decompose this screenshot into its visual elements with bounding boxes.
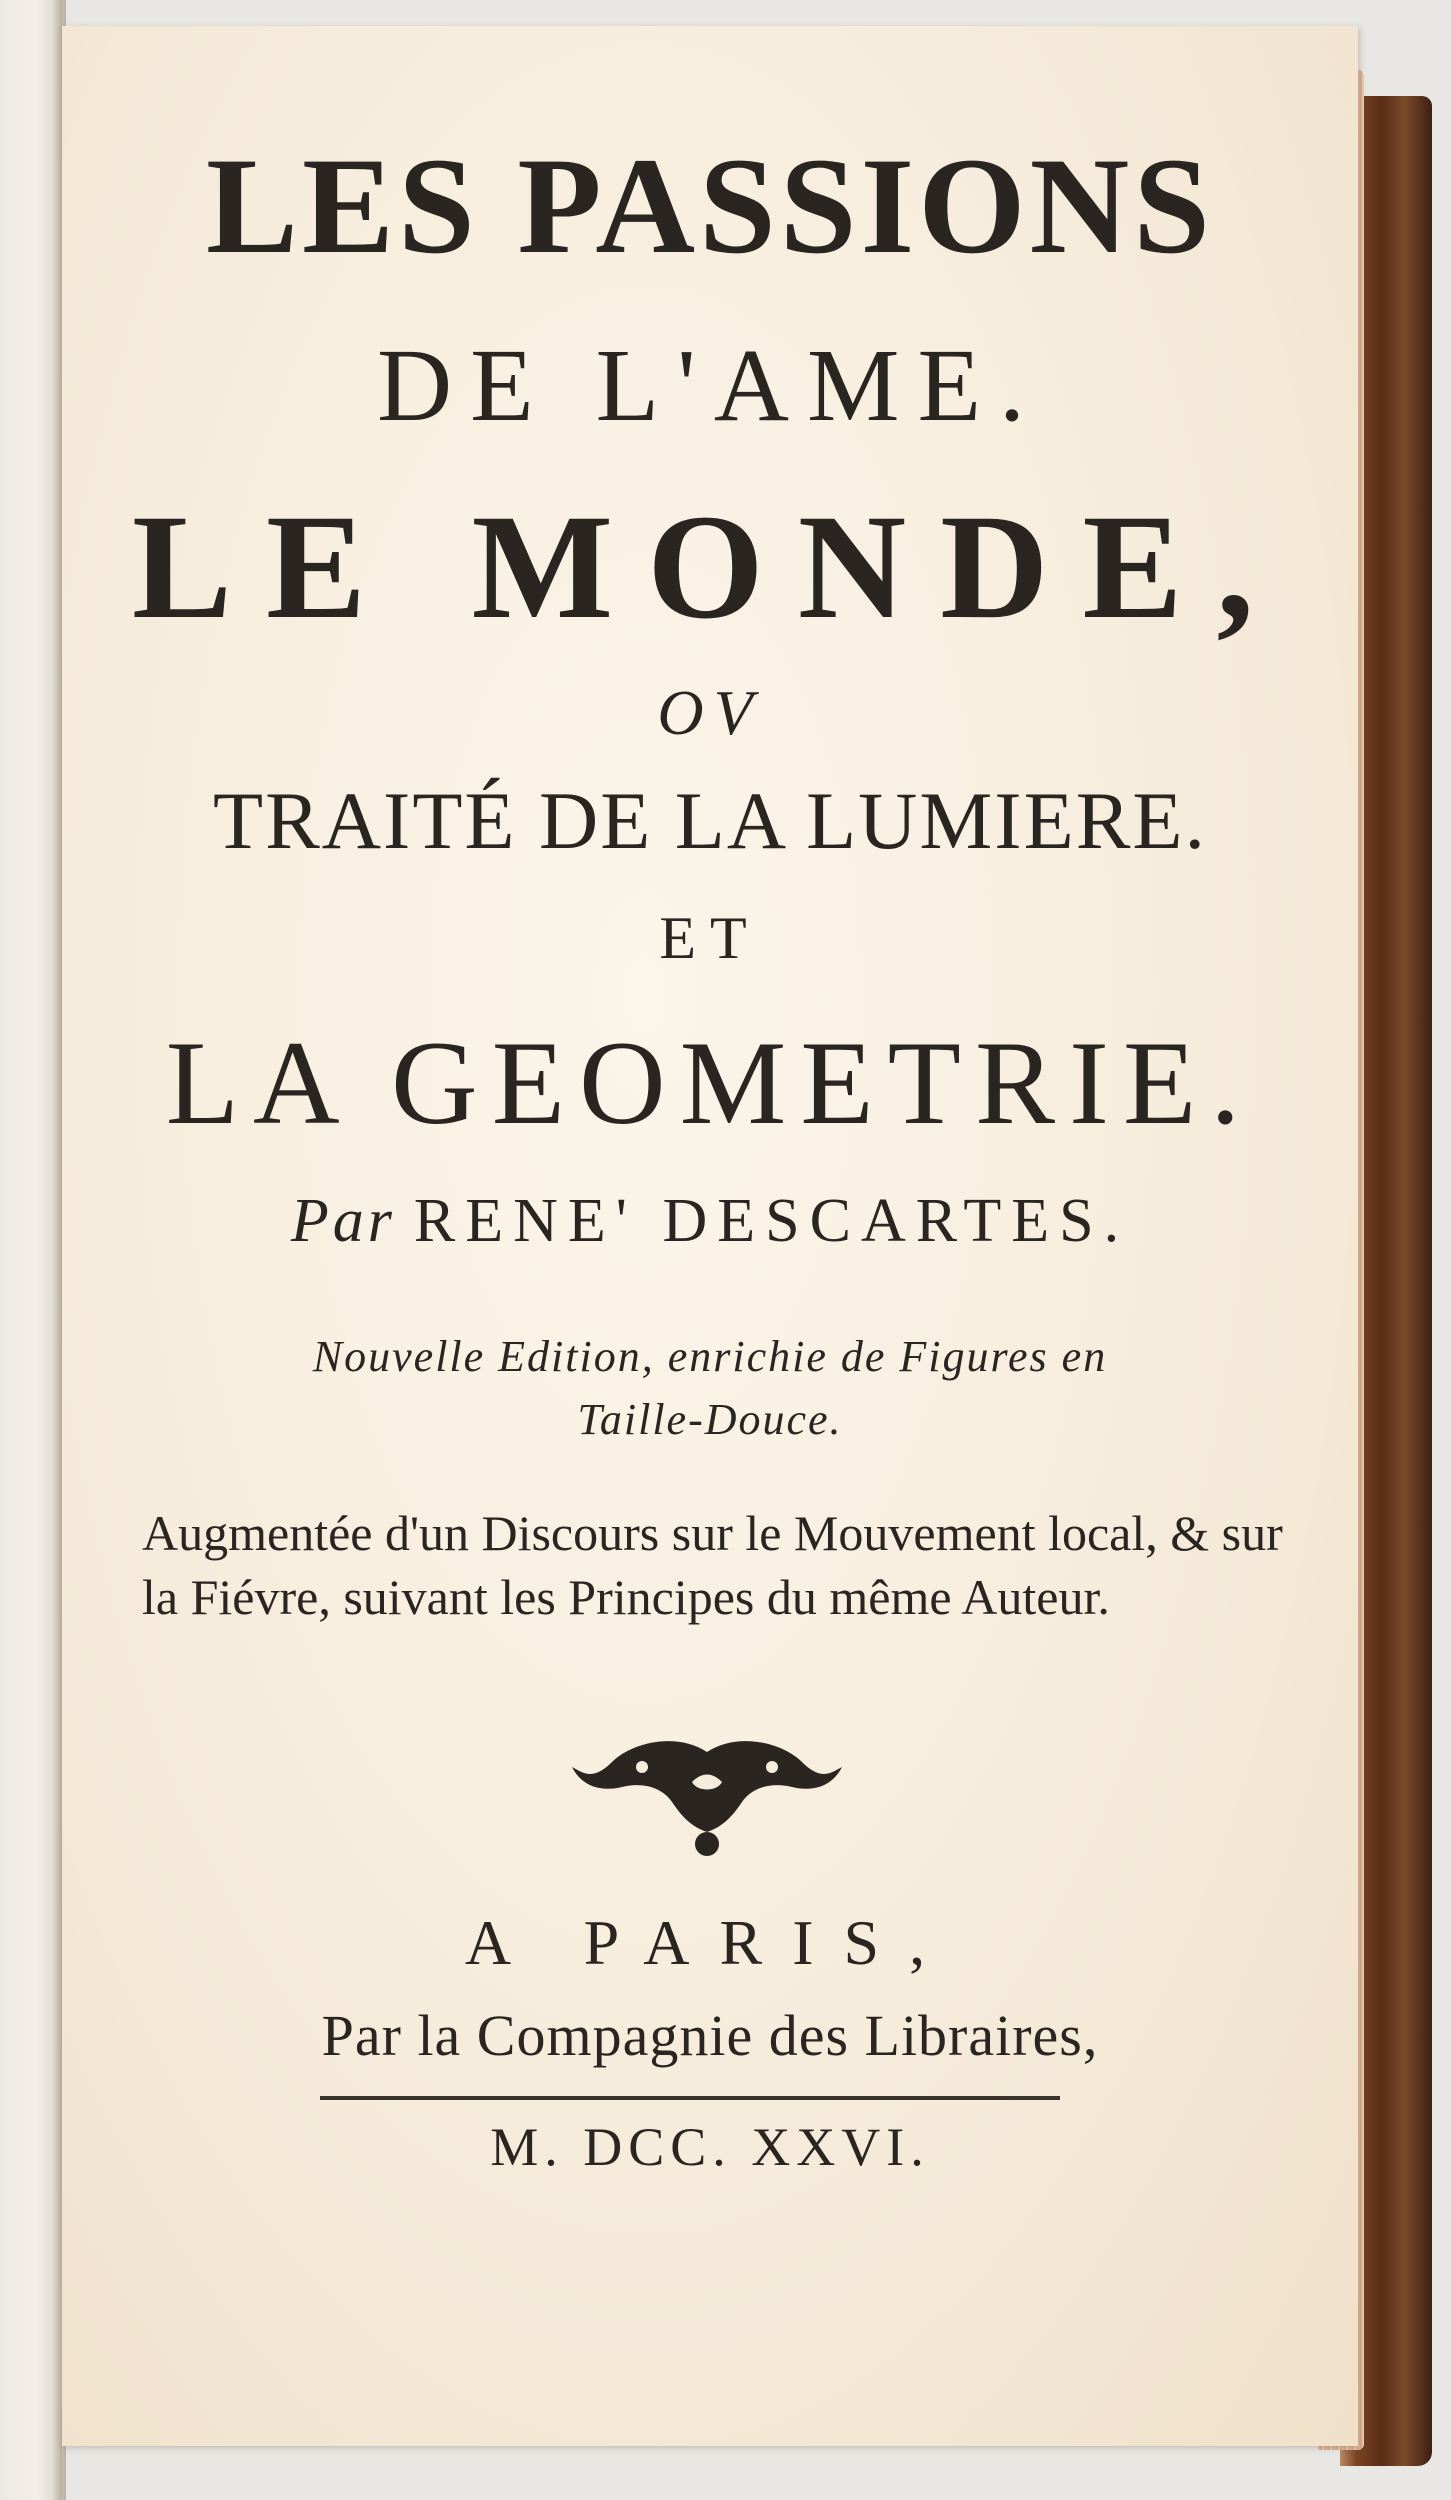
title-line-traite: TRAITÉ DE LA LUMIERE. <box>213 775 1207 866</box>
augmentation-paragraph: Augmentée d'un Discours sur le Mouvement local, & sur la Fiévre, suivant les Principes du même Auteur. <box>142 1505 1283 1625</box>
imprint-rule <box>320 2096 1060 2100</box>
title-line-ou: OV <box>657 677 763 748</box>
author-line <box>62 1186 1358 1257</box>
printers-ornament-icon <box>572 1732 842 1862</box>
title-line-monde: LE MONDE, <box>131 484 1289 650</box>
title-line-ame: DE L'AME. <box>376 328 1043 443</box>
author-name: RENE' DESCARTES. <box>413 1187 1130 1255</box>
edition-line-1: Nouvelle Edition, enrichie de Figures en <box>312 1332 1108 1381</box>
title-line-passions: LES PASSIONS <box>205 129 1214 282</box>
title-line-et: ET <box>659 905 761 971</box>
imprint-publisher: Par la Compagnie des Libraires, <box>321 2003 1099 2068</box>
author-prefix: Par <box>290 1187 396 1255</box>
edition-line-2: Taille-Douce. <box>577 1395 843 1444</box>
imprint-place: A PARIS, <box>464 1907 956 1978</box>
title-line-geometrie: LA GEOMETRIE. <box>165 1016 1255 1149</box>
imprint-year: M. DCC. XXVI. <box>490 2117 930 2177</box>
title-page <box>62 26 1358 2446</box>
